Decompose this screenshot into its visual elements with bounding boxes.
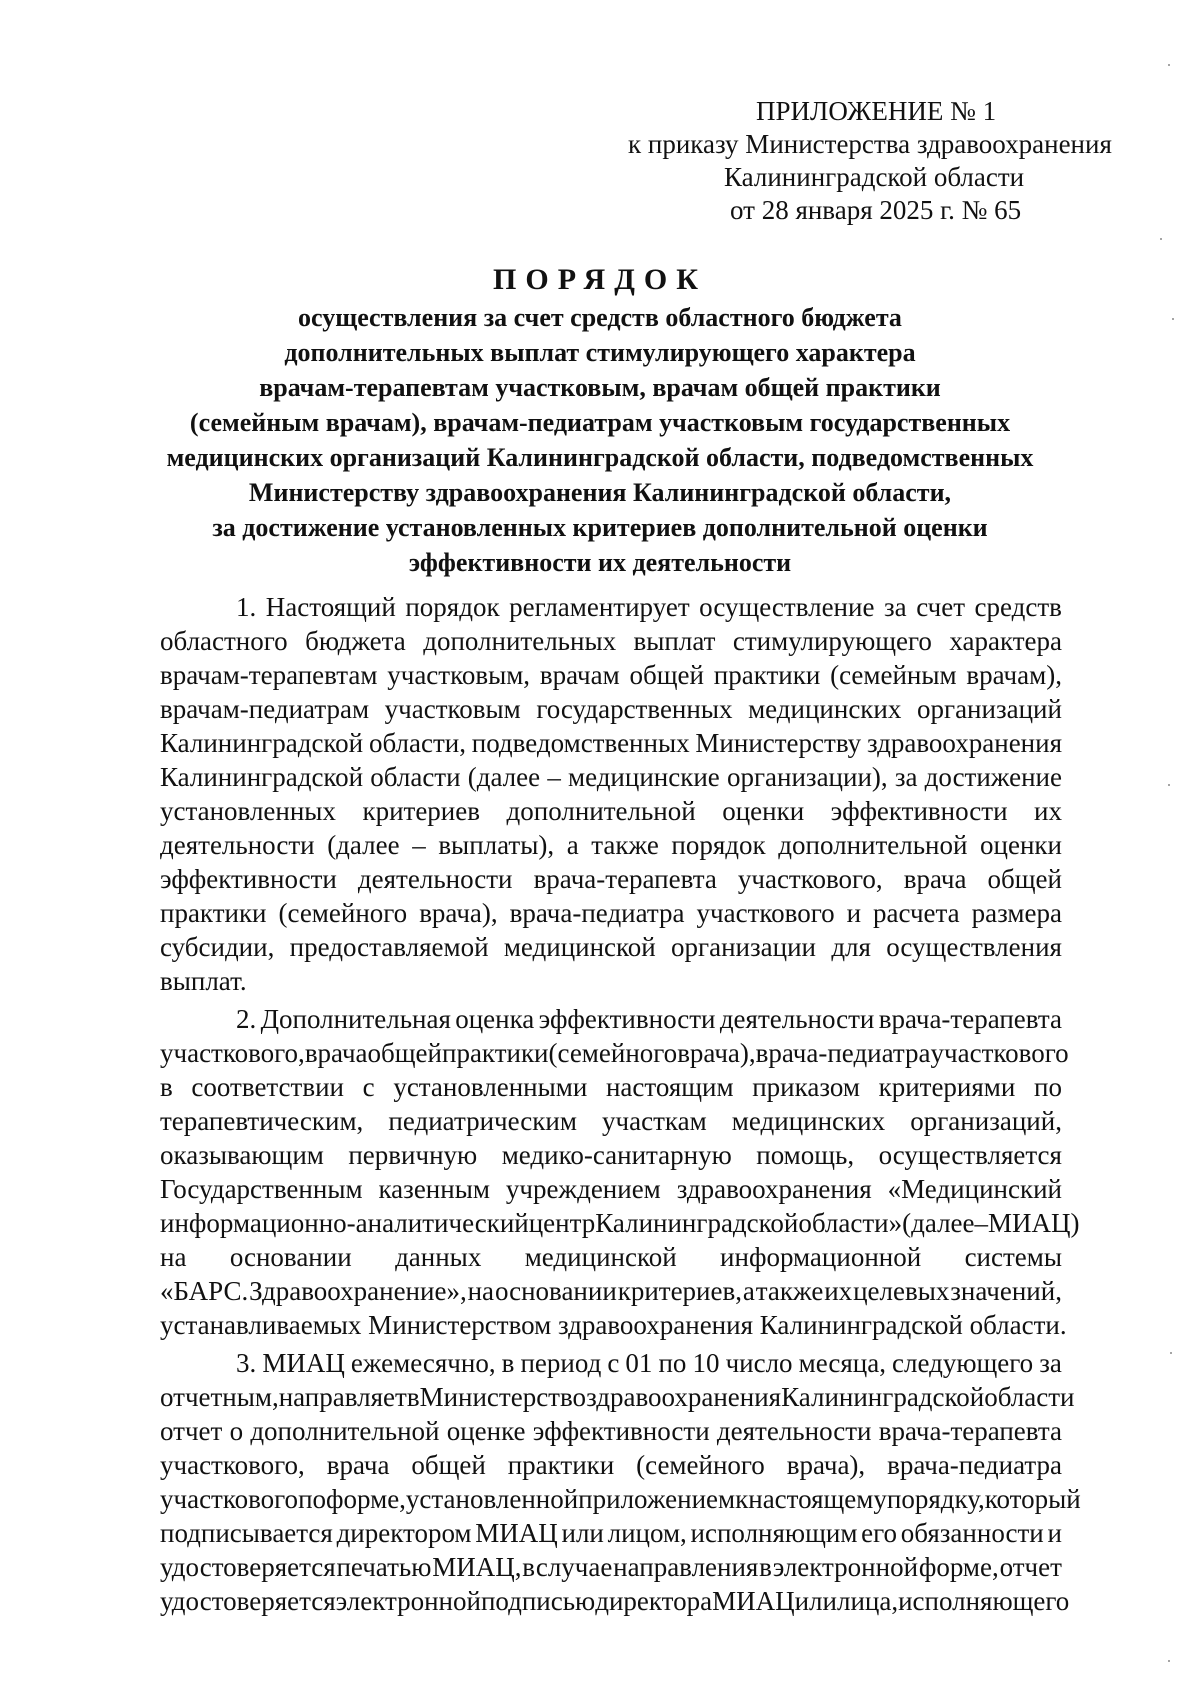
text-line: 3. МИАЦ ежемесячно, в период с 01 по 10 число месяца, следующего за — [236, 1348, 1062, 1378]
scan-speck — [1172, 318, 1174, 320]
title-main: ПОРЯДОК — [493, 263, 707, 296]
appendix-header — [560, 95, 1160, 227]
text-line: участкового по форме, установленной приложением к настоящему порядку, который — [160, 1484, 1081, 1514]
text-line: терапевтическим, педиатрическим участкам медицинских организаций, — [160, 1106, 1062, 1136]
text-line: отчетным, направляет в Министерство здравоохранения Калининградской области — [160, 1382, 1075, 1412]
appendix-order-ref: к приказу Министерства здравоохранения — [628, 129, 1112, 159]
document-title — [150, 262, 1050, 580]
text-line: участкового, врача общей практики (семейного врача), врача-педиатра участкового — [160, 1038, 1069, 1068]
title-line: (семейным врачам), врачам-педиатрам участковым государственных — [189, 408, 1011, 437]
text-line: в соответствии с установленными настоящим приказом критериями по — [160, 1072, 1062, 1102]
title-line: Министерству здравоохранения Калининградской области, — [248, 478, 952, 507]
text-line: 2. Дополнительная оценка эффективности деятельности врача-терапевта — [236, 1004, 1062, 1034]
scan-speck — [1168, 784, 1170, 786]
title-line: осуществления за счет средств областного бюджета — [298, 303, 902, 332]
document-body — [160, 590, 1081, 1622]
scan-speck — [1170, 1352, 1172, 1354]
text-line: практики (семейного врача), врача-педиатра участкового и расчета размера — [160, 898, 1062, 928]
paragraph-1 — [160, 590, 1062, 998]
text-line: эффективности деятельности врача-терапевта участкового, врача общей — [160, 864, 1062, 894]
appendix-number: ПРИЛОЖЕНИЕ № 1 — [756, 96, 997, 126]
text-line: удостоверяется печатью МИАЦ, в случае направления в электронной форме, отчет — [160, 1552, 1062, 1582]
text-line: врачам-педиатрам участковым государственных медицинских организаций — [160, 694, 1062, 724]
text-line: на основании данных медицинской информационной системы — [160, 1242, 1062, 1272]
text-line: «БАРС. Здравоохранение», на основании критериев, а также их целевых значений, — [160, 1276, 1062, 1306]
title-line: за достижение установленных критериев дополнительной оценки — [212, 513, 988, 542]
text-line: деятельности (далее – выплаты), а также порядок дополнительной оценки — [160, 830, 1062, 860]
appendix-region: Калининградской области — [724, 162, 1025, 192]
text-line: устанавливаемых Министерством здравоохранения Калининградской области. — [160, 1310, 1067, 1340]
paragraph-2 — [160, 1002, 1080, 1342]
text-line: субсидии, предоставляемой медицинской организации для осуществления — [160, 932, 1062, 962]
text-line: подписывается директором МИАЦ или лицом, исполняющим его обязанности и — [160, 1518, 1062, 1548]
text-line: врачам-терапевтам участковым, врачам общей практики (семейным врачам), — [160, 660, 1062, 690]
scan-speck — [1168, 64, 1170, 66]
scan-speck — [1160, 238, 1162, 240]
text-line: 1. Настоящий порядок регламентирует осуществление за счет средств — [236, 592, 1062, 622]
text-line: отчет о дополнительной оценке эффективности деятельности врача-терапевта — [160, 1416, 1062, 1446]
text-line: Калининградской области (далее – медицинские организации), за достижение — [160, 762, 1062, 792]
text-line: выплат. — [160, 966, 247, 996]
text-line: оказывающим первичную медико-санитарную помощь, осуществляется — [160, 1140, 1062, 1170]
title-line: врачам-терапевтам участковым, врачам общей практики — [259, 373, 941, 402]
scan-speck — [1168, 1660, 1170, 1662]
text-line: Государственным казенным учреждением здравоохранения «Медицинский — [160, 1174, 1062, 1204]
text-line: информационно-аналитический центр Калининградской области» (далее – МИАЦ) — [160, 1208, 1080, 1238]
title-line: дополнительных выплат стимулирующего характера — [284, 338, 916, 367]
text-line: областного бюджета дополнительных выплат стимулирующего характера — [160, 626, 1062, 656]
text-line: установленных критериев дополнительной оценки эффективности их — [160, 796, 1062, 826]
title-line: эффективности их деятельности — [408, 548, 792, 577]
text-line: Калининградской области, подведомственных Министерству здравоохранения — [160, 728, 1062, 758]
appendix-date: от 28 января 2025 г. № 65 — [730, 195, 1022, 225]
text-line: удостоверяется электронной подписью директора МИАЦ или лица, исполняющего — [160, 1586, 1070, 1616]
title-line: медицинских организаций Калининградской области, подведомственных — [166, 443, 1034, 472]
paragraph-3 — [160, 1346, 1081, 1618]
text-line: участкового, врача общей практики (семейного врача), врача-педиатра — [160, 1450, 1062, 1480]
